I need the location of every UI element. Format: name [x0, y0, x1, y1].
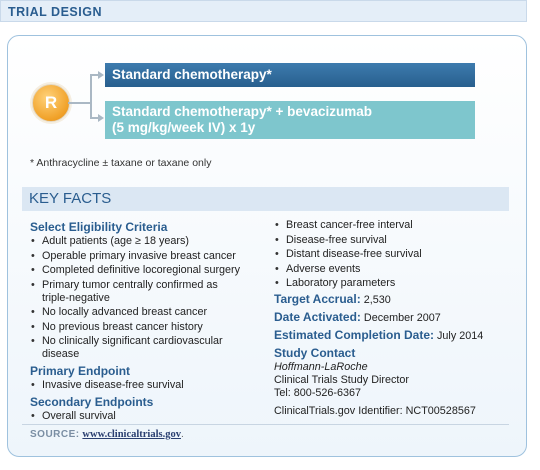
study-contact-heading: Study Contact	[274, 345, 356, 360]
list-item: • No locally advanced breast cancer	[30, 306, 270, 319]
eligibility-heading: Select Eligibility Criteria	[30, 220, 168, 234]
source-suffix: .	[180, 429, 184, 440]
list-item: • Overall survival	[30, 410, 270, 423]
secondary-endpoints-list-cont	[274, 219, 514, 290]
list-item	[30, 279, 270, 305]
study-contact	[274, 361, 514, 418]
list-item: • Laboratory parameters	[274, 277, 514, 290]
source-label: SOURCE:	[30, 429, 80, 440]
list-item-line: No clinically significant cardiovascular	[42, 335, 223, 347]
primary-endpoint-list	[30, 379, 270, 392]
list-item-line: triple-negative	[42, 291, 110, 304]
date-activated-value: December 2007	[363, 311, 441, 324]
list-item: • Adverse events	[274, 263, 514, 276]
completion-date-label: Estimated Completion Date:	[274, 327, 435, 342]
completion-date-value: July 2014	[437, 329, 484, 342]
arm2-line2: (5 mg/kg/week IV) x 1y	[112, 120, 256, 135]
key-facts-left-column	[30, 219, 270, 425]
list-item: • Invasive disease-free survival	[30, 379, 270, 392]
completion-date	[274, 328, 514, 344]
connector-vertical	[90, 74, 92, 118]
list-item: • No previous breast cancer history	[30, 321, 270, 334]
secondary-endpoints-list	[30, 410, 270, 423]
date-activated-label: Date Activated:	[274, 309, 361, 324]
target-accrual-value: 2,530	[363, 293, 391, 306]
date-activated	[274, 310, 514, 326]
list-item: • Disease-free survival	[274, 234, 514, 247]
list-item-line: Primary tumor centrally confirmed as	[42, 278, 218, 291]
list-item	[30, 335, 270, 361]
arm-chemo-bevacizumab	[105, 101, 475, 139]
arm2-line1: Standard chemotherapy* + bevacizumab	[112, 104, 372, 119]
contact-role: Clinical Trials Study Director	[274, 373, 409, 386]
source-line	[30, 429, 184, 440]
list-item: • Adult patients (age ≥ 18 years)	[30, 235, 270, 248]
contact-tel: Tel: 800-526-6367	[274, 386, 362, 399]
design-footnote: * Anthracycline ± taxane or taxane only	[30, 157, 212, 169]
list-item-line: disease	[42, 348, 80, 360]
section-header	[0, 0, 527, 22]
target-accrual	[274, 292, 514, 308]
key-facts-header	[22, 187, 509, 211]
list-item: • Distant disease-free survival	[274, 248, 514, 261]
key-facts-title: KEY FACTS	[29, 190, 112, 207]
section-title: TRIAL DESIGN	[8, 5, 102, 19]
eligibility-list	[30, 235, 270, 361]
key-facts-right-column	[274, 219, 514, 418]
primary-endpoint-heading: Primary Endpoint	[30, 364, 131, 378]
list-item: • Operable primary invasive breast cancer	[30, 250, 270, 263]
arrow-arm2-icon	[98, 114, 104, 122]
target-accrual-label: Target Accrual:	[274, 291, 361, 306]
connector-line	[68, 102, 90, 104]
arrow-arm1-icon	[98, 71, 104, 79]
randomization-badge: R	[32, 84, 70, 122]
source-divider	[22, 424, 509, 425]
secondary-endpoints-heading: Secondary Endpoints	[30, 395, 154, 409]
source-link[interactable]: www.clinicaltrials.gov	[82, 429, 181, 440]
contact-org: Hoffmann-LaRoche	[274, 360, 368, 373]
arm-standard-chemo: Standard chemotherapy*	[105, 63, 475, 87]
list-item: • Completed definitive locoregional surgery	[30, 264, 270, 277]
contact-identifier: ClinicalTrials.gov Identifier: NCT00528567	[274, 404, 476, 417]
list-item: • Breast cancer-free interval	[274, 219, 514, 232]
